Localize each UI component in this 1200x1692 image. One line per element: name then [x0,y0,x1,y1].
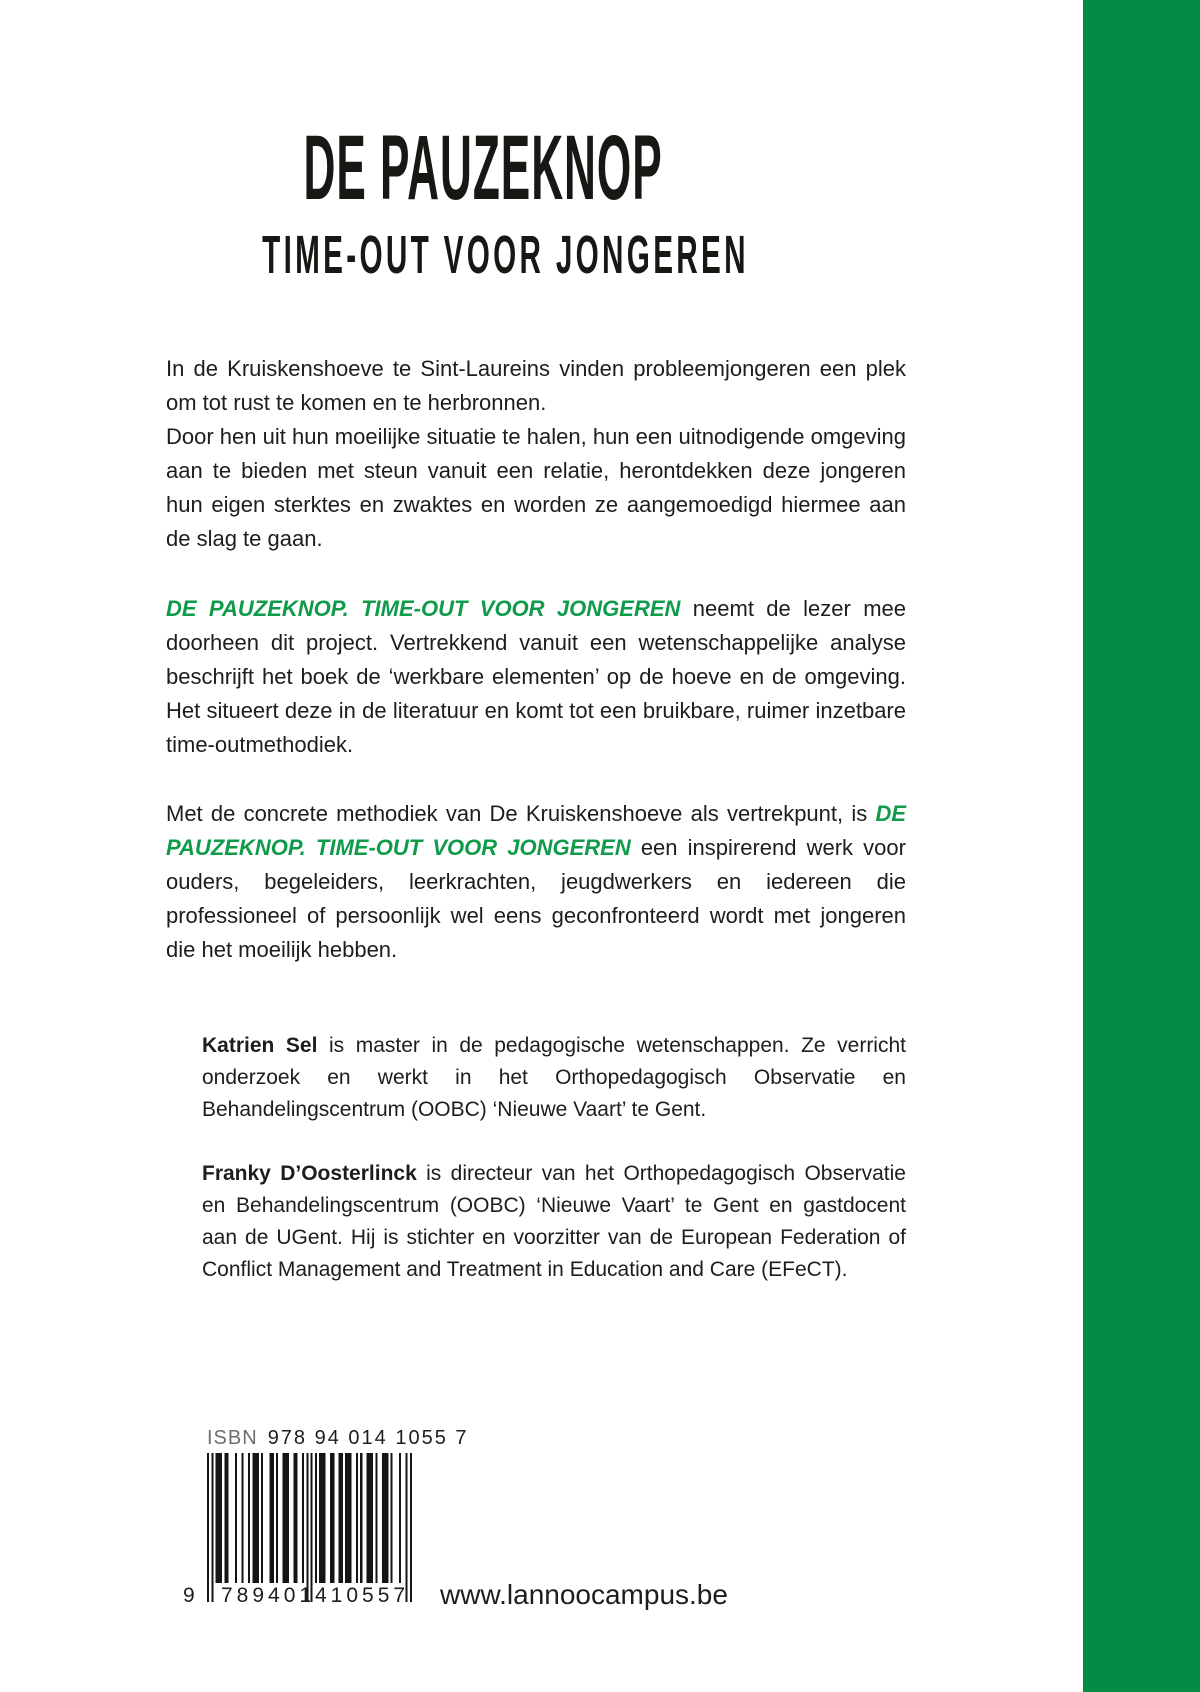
intro-paragraph-line2: Door hen uit hun moeilijke situatie te halen, hun een uitnodigende omgeving aan te bieden met steun vanuit een relatie, herontdekken deze jongeren hun eigen sterktes en zwaktes en worden ze aangemoedigd hiermee aan de slag te gaan. [166,424,906,551]
intro-paragraph-line1: In de Kruiskenshoeve te Sint-Laureins vinden probleemjongeren een plek om tot rust te komen en te herbronnen. [166,356,906,415]
book-title [63,117,903,219]
book-subtitle [63,225,903,285]
author-name: Katrien Sel [202,1034,318,1057]
author-bio-text: is directeur van het Orthopedagogisch Observatie en Behandelingscentrum (OOBC) ‘Nieuwe Vaart’ te Gent en gastdocent aan de UGent. Hij is stichter en voorzitter van de European Federation of Conflict Management and Treatment in Education and Care (EFeCT). [202,1162,906,1281]
barcode-digit-lead: 9 [183,1584,195,1607]
green-accent-bar [1083,0,1200,1692]
book-title-emphasis: DE PAUZEKNOP. TIME-OUT VOOR JONGEREN [166,596,681,621]
publisher-website: www.lannoocampus.be [440,1579,728,1610]
barcode-digit-group2: 410557 [315,1584,410,1607]
author-name: Franky D’Oosterlinck [202,1162,417,1185]
book-title-text: DE PAUZEKNOP [303,117,663,219]
ean13-barcode [207,1453,412,1602]
isbn-label: ISBN [207,1427,258,1449]
barcode-digit-group1: 789401 [221,1584,316,1607]
audience-paragraph [166,797,906,967]
audience-text-pre: Met de concrete methodiek van De Kruiskenshoeve als vertrekpunt, is [166,801,876,826]
author-bio-text: is master in de pedagogische wetenschappen. Ze verricht onderzoek en werkt in het Orthopedagogisch Observatie en Behandelingscentrum (OOBC) ‘Nieuwe Vaart’ te Gent. [202,1034,906,1121]
description-paragraph [166,592,906,762]
description-text: neemt de lezer mee doorheen dit project. Vertrekkend vanuit een wetenschappelijke analyse beschrijft het boek de ‘werkbare elementen’ op de hoeve en de omgeving. Het situeert deze in de literatuur en komt tot een bruikbare, ruimer inzetbare time-outmethodiek. [166,596,906,757]
intro-paragraph [166,352,906,556]
author-bio-franky-doosterlinck [202,1158,906,1286]
author-bio-katrien-sel [202,1030,906,1126]
barcode-svg [207,1453,412,1602]
isbn-line [207,1428,469,1448]
book-subtitle-text: TIME-OUT VOOR JONGEREN [262,225,749,285]
audience-text-rest: een inspirerend werk voor ouders, begeleiders, leerkrachten, jeugdwerkers en iedereen die professioneel of persoonlijk wel eens geconfronteerd wordt met jongeren die het moeilijk hebben. [166,835,906,962]
isbn-number: 978 94 014 1055 7 [267,1427,469,1449]
book-title-emphasis-2: DE PAUZEKNOP. TIME-OUT VOOR JONGEREN [166,801,906,860]
